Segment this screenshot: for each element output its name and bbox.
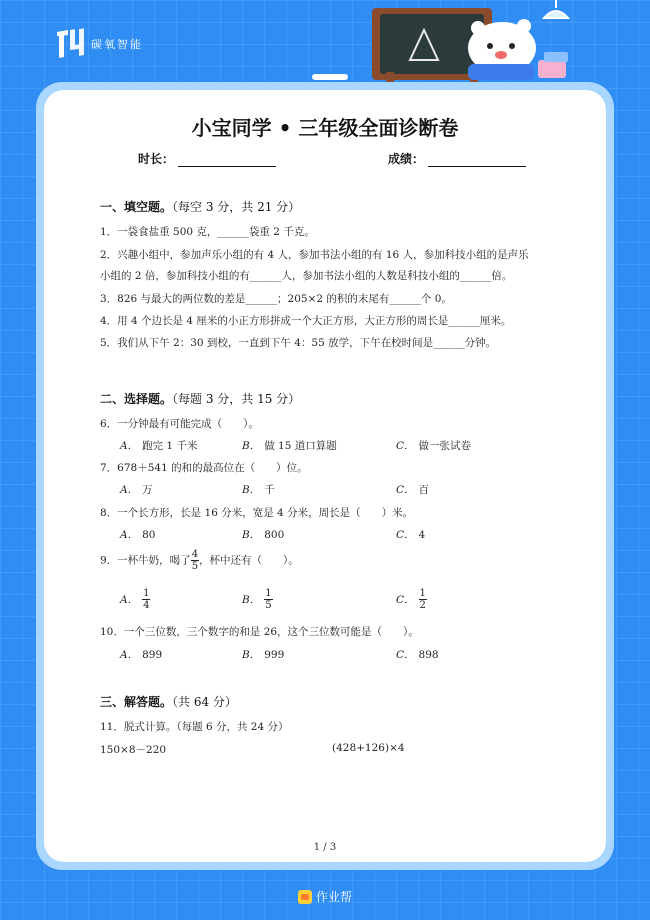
- duration-label: 时长：: [138, 152, 175, 166]
- ty-logo-icon: [55, 27, 85, 61]
- q10-option-c: C． 898: [396, 649, 439, 661]
- fill-question-2-cont: 小组的 2 倍，参加科技小组的有______人，参加书法小组的人数是科技小组的______倍。: [100, 270, 513, 282]
- q6-option-c: C． 做一张试卷: [396, 440, 472, 452]
- q7-option-c: C． 百: [396, 484, 430, 496]
- section-fill-heading: 一、填空题。（每空 3 分，共 21 分）: [100, 200, 301, 214]
- q9-option-c: C． $\frac{1}{2}$: [396, 588, 426, 611]
- q7-option-b: B． 千: [242, 484, 275, 496]
- section-solve-heading: 三、解答题。（共 64 分）: [100, 695, 237, 709]
- expression-1: 150×8－220: [100, 744, 167, 756]
- score-field: [388, 150, 526, 167]
- q9-stem-fraction: $\frac{4}{5}$: [191, 549, 199, 572]
- choice-question-8: 8．一个长方形，长是 16 分米，宽是 4 分米，周长是（ ）米。: [100, 507, 414, 519]
- q10-option-b: B． 999: [242, 649, 285, 661]
- q9-option-b: B． $\frac{1}{5}$: [242, 588, 272, 611]
- q9-option-a: A． $\frac{1}{4}$: [120, 588, 150, 611]
- fill-question-2: 2．兴趣小组中，参加声乐小组的有 4 人，参加书法小组的有 16 人，参加科技小组的是声乐: [100, 249, 529, 261]
- zuoyebang-logo-icon: [298, 890, 312, 904]
- score-blank: [428, 154, 526, 167]
- section-choice-heading: 二、选择题。（每题 3 分，共 15 分）: [100, 392, 301, 406]
- score-label: 成绩：: [388, 152, 425, 166]
- duration-field: [138, 150, 276, 167]
- fill-question-3: 3．826 与最大的两位数的差是______；205×2 的积的末尾有______个 0。: [100, 293, 452, 305]
- footer-text: 作业帮: [315, 890, 352, 904]
- q7-option-a: A． 万: [120, 484, 153, 496]
- solve-question-11: 11．脱式计算。（每题 6 分，共 24 分）: [100, 721, 289, 733]
- brand-name: 碳氧智能: [91, 38, 143, 51]
- duration-blank: [178, 154, 276, 167]
- expression-2: (428+126)×4: [332, 742, 405, 754]
- q6-option-a: A． 跑完 1 千米: [120, 440, 198, 452]
- fill-question-1: 1．一袋食盐重 500 克，______袋重 2 千克。: [100, 226, 315, 238]
- exam-title: 小宝同学 • 三年级全面诊断卷: [191, 116, 459, 140]
- choice-question-9: 9．一杯牛奶，喝了 $\frac{4}{5}$ ，杯中还有（ ）。: [100, 549, 299, 572]
- choice-question-7: 7．678＋541 的和的最高位在（ ）位。: [100, 462, 308, 474]
- fill-question-4: 4．用 4 个边长是 4 厘米的小正方形拼成一个大正方形，大正方形的周长是______厘米。: [100, 315, 512, 327]
- blackboard-mascot-illustration: [312, 0, 602, 90]
- choice-question-6: 6．一分钟最有可能完成（ ）。: [100, 418, 259, 430]
- page-number: 1 / 3: [313, 842, 337, 853]
- q8-option-c: C． 4: [396, 529, 426, 541]
- q8-option-a: A． 80: [120, 529, 156, 541]
- choice-question-10: 10．一个三位数，三个数字的和是 26，这个三位数可能是（ ）。: [100, 626, 419, 638]
- footer-brand: [0, 888, 650, 905]
- q6-option-b: B． 做 15 道口算题: [242, 440, 337, 452]
- fill-question-5: 5．我们从下午 2：30 到校，一直到下午 4：55 放学，下午在校时间是______分钟。: [100, 337, 497, 349]
- brand: [55, 27, 143, 61]
- q10-option-a: A． 899: [120, 649, 163, 661]
- q8-option-b: B． 800: [242, 529, 285, 541]
